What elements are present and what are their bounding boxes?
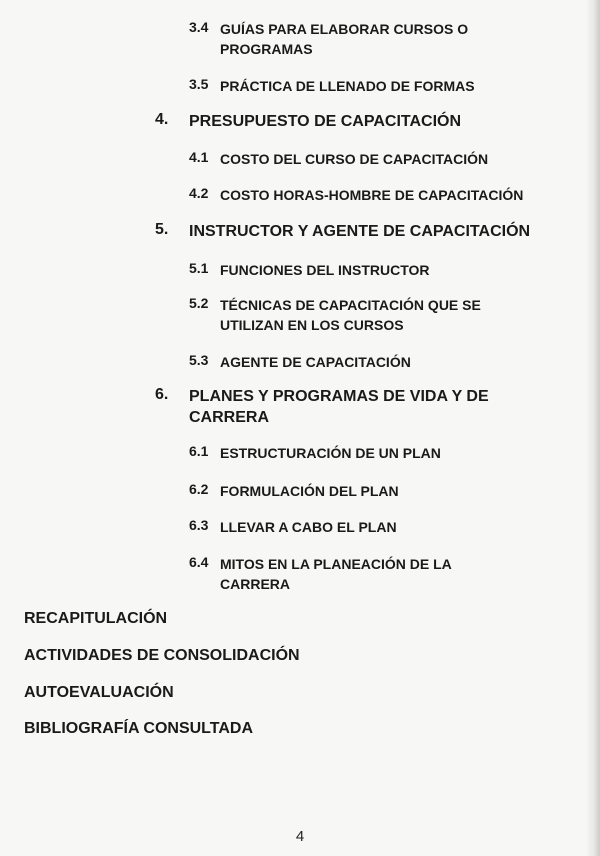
toc-entry-number: 5.3 — [189, 352, 209, 368]
toc-entry-title: LLEVAR A CABO EL PLAN — [220, 519, 397, 535]
page-number: 4 — [295, 828, 305, 845]
toc-entry-title: AGENTE DE CAPACITACIÓN — [220, 354, 411, 370]
toc-entry-title: RECAPITULACIÓN — [24, 610, 168, 627]
toc-entry-title: MITOS EN LA PLANEACIÓN DE LA CARRERA — [220, 556, 452, 592]
toc-entry-number: 3.4 — [189, 19, 209, 35]
toc-entry-number: 5.2 — [189, 295, 209, 311]
toc-entry-number: 6.3 — [189, 517, 209, 533]
toc-entry-title: PLANES Y PROGRAMAS DE VIDA Y DE CARRERA — [189, 388, 489, 426]
toc-entry-number: 6.1 — [189, 443, 209, 459]
toc-entry-number: 5. — [155, 221, 169, 238]
toc-entry-title: ESTRUCTURACIÓN DE UN PLAN — [220, 445, 441, 461]
toc-entry-number: 4. — [155, 111, 169, 128]
toc-entry-number: 6.2 — [189, 481, 209, 497]
toc-entry-number: 3.5 — [189, 76, 209, 92]
toc-entry-number: 6. — [155, 386, 169, 403]
toc-entry-title: PRESUPUESTO DE CAPACITACIÓN — [189, 113, 462, 130]
toc-entry-title: COSTO DEL CURSO DE CAPACITACIÓN — [220, 151, 489, 167]
toc-entry-title: FORMULACIÓN DEL PLAN — [220, 483, 399, 499]
toc-entry-title: COSTO HORAS-HOMBRE DE CAPACITACIÓN — [220, 187, 524, 203]
toc-entry-title: PRÁCTICA DE LLENADO DE FORMAS — [220, 78, 475, 94]
toc-entry-number: 5.1 — [189, 260, 209, 276]
toc-entry-title: ACTIVIDADES DE CONSOLIDACIÓN — [24, 647, 300, 664]
toc-entry-number: 4.2 — [189, 185, 209, 201]
toc-entry-title: INSTRUCTOR Y AGENTE DE CAPACITACIÓN — [189, 223, 531, 240]
toc-entry-number: 4.1 — [189, 149, 209, 165]
page-edge-shadow — [586, 0, 600, 856]
toc-entry-title: TÉCNICAS DE CAPACITACIÓN QUE SE UTILIZAN EN LOS CURSOS — [220, 297, 481, 333]
toc-entry-title: AUTOEVALUACIÓN — [24, 684, 174, 701]
toc-entry-title: FUNCIONES DEL INSTRUCTOR — [220, 262, 430, 278]
toc-entry-title: GUÍAS PARA ELABORAR CURSOS O PROGRAMAS — [220, 21, 469, 57]
toc-entry-number: 6.4 — [189, 554, 209, 570]
toc-entry-title: BIBLIOGRAFÍA CONSULTADA — [24, 720, 254, 737]
